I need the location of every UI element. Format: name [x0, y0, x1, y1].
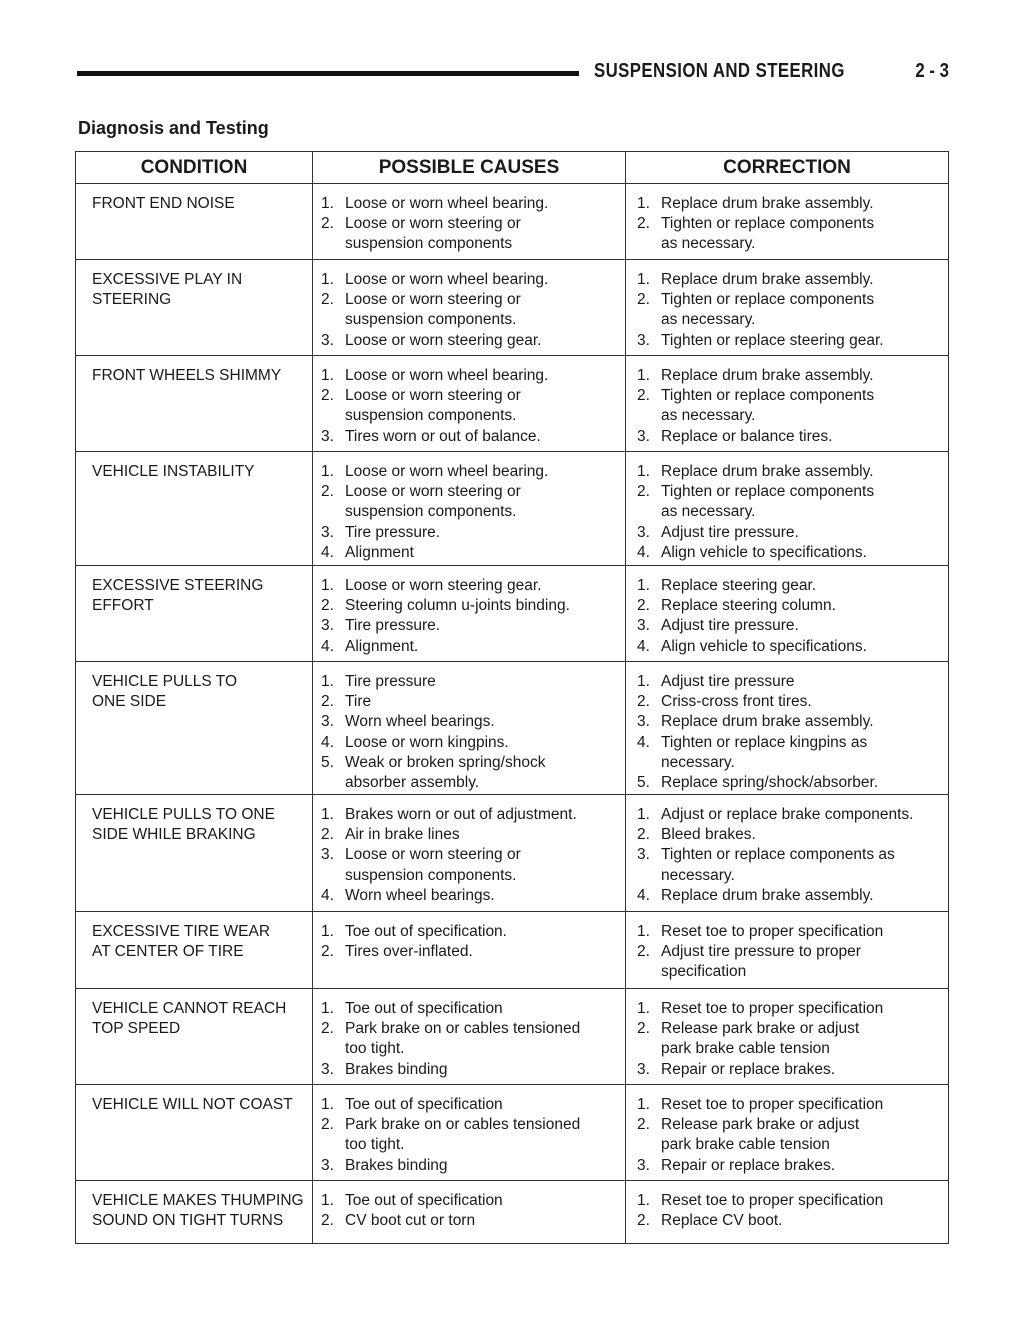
correction-item [637, 922, 948, 942]
item-number: 1. [637, 1096, 650, 1113]
item-number: 2. [637, 597, 650, 615]
cause-item [321, 922, 625, 942]
causes-cell [313, 184, 626, 259]
page-header [77, 60, 949, 90]
causes-cell [313, 795, 626, 911]
cause-item [321, 1115, 625, 1155]
item-number: 1. [321, 923, 334, 940]
item-number: 3. [637, 713, 650, 731]
correction-item [637, 1095, 948, 1115]
condition-cell: EXCESSIVE STEERING EFFORT [76, 566, 313, 661]
condition-cell: EXCESSIVE TIRE WEAR AT CENTER OF TIRE [76, 912, 313, 988]
item-number: 3. [321, 331, 334, 349]
table-row [76, 1181, 948, 1243]
cause-item [321, 999, 625, 1019]
item-text: Loose or worn wheel bearing. [345, 271, 549, 288]
item-text: Replace CV boot. [661, 1212, 783, 1230]
item-text: Park brake on or cables tensioned too tight. [345, 1020, 581, 1058]
table-body [76, 184, 948, 1243]
item-text: Reset toe to proper specification [661, 1192, 884, 1209]
item-number: 2. [321, 387, 334, 405]
correction-item [637, 1156, 948, 1176]
item-number: 3. [637, 1060, 650, 1078]
item-text: Replace drum brake assembly. [661, 367, 874, 384]
correction-item [637, 1191, 948, 1211]
item-text: Align vehicle to specifications. [661, 543, 867, 561]
item-text: Align vehicle to specifications. [661, 637, 867, 655]
item-number: 2. [321, 483, 334, 501]
item-number: 2. [321, 597, 334, 615]
correction-item [637, 331, 948, 351]
header-rule [77, 71, 579, 76]
correction-item [637, 672, 948, 692]
item-number: 2. [321, 291, 334, 309]
item-number: 1. [321, 1192, 334, 1209]
item-text: Loose or worn steering gear. [345, 577, 542, 594]
correction-item [637, 523, 948, 543]
item-number: 3. [637, 617, 650, 635]
item-number: 2. [637, 483, 650, 501]
cause-item [321, 290, 625, 330]
correction-item [637, 214, 948, 254]
item-number: 4. [321, 543, 334, 561]
item-text: Loose or worn wheel bearing. [345, 463, 549, 480]
item-text: Replace drum brake assembly. [661, 713, 874, 731]
item-number: 1. [637, 271, 650, 288]
cause-item [321, 523, 625, 543]
item-text: Loose or worn steering or suspension components. [345, 846, 521, 884]
correction-item [637, 637, 948, 657]
cause-item [321, 637, 625, 657]
correction-item [637, 712, 948, 732]
cause-item [321, 825, 625, 845]
item-number: 2. [321, 693, 334, 711]
item-number: 2. [637, 943, 650, 961]
column-header-condition: CONDITION [76, 152, 313, 183]
item-number: 4. [321, 886, 334, 904]
table-row [76, 356, 948, 452]
item-number: 3. [321, 1156, 334, 1174]
item-text: Toe out of specification [345, 1096, 503, 1113]
item-number: 1. [321, 1000, 334, 1017]
corrections-cell [626, 795, 948, 911]
correction-item [637, 462, 948, 482]
item-number: 3. [637, 1156, 650, 1174]
item-text: Park brake on or cables tensioned too tight. [345, 1116, 581, 1154]
item-text: Replace drum brake assembly. [661, 886, 874, 904]
item-text: Reset toe to proper specification [661, 923, 884, 940]
item-text: Toe out of specification [345, 1192, 503, 1209]
causes-cell [313, 356, 626, 451]
cause-item [321, 596, 625, 616]
item-number: 1. [321, 577, 334, 594]
cause-item [321, 576, 625, 596]
item-number: 1. [637, 463, 650, 480]
cause-item [321, 1060, 625, 1080]
item-number: 3. [321, 617, 334, 635]
item-text: Replace or balance tires. [661, 427, 833, 445]
item-text: Loose or worn wheel bearing. [345, 367, 549, 384]
condition-cell: VEHICLE PULLS TO ONE SIDE WHILE BRAKING [76, 795, 313, 911]
item-text: Bleed brakes. [661, 826, 756, 844]
correction-item [637, 1115, 948, 1155]
item-number: 1. [321, 806, 334, 823]
item-number: 2. [637, 1020, 650, 1038]
item-number: 1. [637, 673, 650, 690]
item-number: 2. [637, 1212, 650, 1230]
cause-item [321, 214, 625, 254]
item-number: 1. [637, 923, 650, 940]
item-number: 3. [321, 427, 334, 445]
cause-item [321, 712, 625, 732]
item-text: Reset toe to proper specification [661, 1000, 884, 1017]
cause-item [321, 366, 625, 386]
item-number: 2. [321, 943, 334, 961]
item-number: 3. [637, 427, 650, 445]
item-number: 1. [637, 1192, 650, 1209]
cause-item [321, 1211, 625, 1231]
table-row [76, 912, 948, 989]
corrections-cell [626, 184, 948, 259]
corrections-cell [626, 356, 948, 451]
item-text: Tire pressure [345, 673, 436, 690]
cause-item [321, 194, 625, 214]
correction-item [637, 999, 948, 1019]
item-text: Steering column u-joints binding. [345, 597, 570, 615]
condition-cell: VEHICLE PULLS TO ONE SIDE [76, 662, 313, 794]
corrections-cell [626, 662, 948, 794]
cause-item [321, 845, 625, 885]
causes-cell [313, 452, 626, 565]
item-number: 1. [637, 195, 650, 212]
table-row [76, 989, 948, 1085]
item-text: Tighten or replace components as necessary. [661, 846, 895, 884]
item-text: Adjust tire pressure. [661, 523, 799, 541]
item-text: Reset toe to proper specification [661, 1096, 884, 1113]
item-text: Weak or broken spring/shock absorber assembly. [345, 753, 546, 792]
item-text: Loose or worn wheel bearing. [345, 195, 549, 212]
item-number: 4. [637, 637, 650, 655]
correction-item [637, 845, 948, 885]
item-text: Alignment. [345, 637, 419, 655]
item-text: Loose or worn steering or suspension components. [345, 291, 521, 329]
item-text: Tighten or replace components as necessary. [661, 483, 875, 521]
item-number: 5. [637, 774, 650, 792]
item-text: Adjust tire pressure. [661, 617, 799, 635]
item-number: 3. [321, 1060, 334, 1078]
column-header-causes: POSSIBLE CAUSES [313, 152, 626, 183]
item-number: 4. [637, 543, 650, 561]
cause-item [321, 886, 625, 906]
correction-item [637, 270, 948, 290]
column-header-correction: CORRECTION [723, 156, 851, 178]
item-number: 2. [321, 215, 334, 233]
correction-item [637, 290, 948, 330]
item-text: Tighten or replace components as necessary. [661, 387, 875, 425]
item-text: Toe out of specification. [345, 923, 507, 940]
correction-item [637, 596, 948, 616]
item-number: 1. [637, 1000, 650, 1017]
condition-cell: FRONT WHEELS SHIMMY [76, 356, 313, 451]
item-number: 1. [321, 673, 334, 690]
condition-cell: EXCESSIVE PLAY IN STEERING [76, 260, 313, 355]
correction-item [637, 366, 948, 386]
item-text: Adjust or replace brake components. [661, 806, 914, 823]
cause-item [321, 1095, 625, 1115]
item-number: 1. [321, 367, 334, 384]
item-number: 4. [637, 733, 650, 751]
cause-item [321, 733, 625, 753]
item-number: 3. [637, 331, 650, 349]
correction-item [637, 692, 948, 712]
corrections-cell [626, 1085, 948, 1180]
correction-item [637, 616, 948, 636]
correction-item [637, 773, 948, 793]
cause-item [321, 386, 625, 426]
item-text: Criss-cross front tires. [661, 693, 812, 711]
item-number: 5. [321, 753, 334, 771]
item-text: Tighten or replace steering gear. [661, 331, 884, 349]
cause-item [321, 1191, 625, 1211]
item-text: Replace steering column. [661, 597, 836, 615]
item-number: 1. [637, 367, 650, 384]
cause-item [321, 672, 625, 692]
causes-cell [313, 1085, 626, 1180]
cause-item [321, 270, 625, 290]
item-text: Tighten or replace components as necessary. [661, 291, 875, 329]
item-text: Repair or replace brakes. [661, 1156, 836, 1174]
correction-item [637, 942, 948, 982]
table-row [76, 566, 948, 662]
item-number: 1. [321, 195, 334, 212]
item-text: Tires over-inflated. [345, 943, 473, 961]
cause-item [321, 543, 625, 563]
correction-item [637, 1019, 948, 1059]
item-text: Tire [345, 693, 372, 711]
item-number: 3. [637, 846, 650, 864]
cause-item [321, 1019, 625, 1059]
item-number: 1. [637, 577, 650, 594]
cause-item [321, 753, 625, 793]
item-number: 3. [637, 523, 650, 541]
correction-item [637, 576, 948, 596]
correction-item [637, 427, 948, 447]
correction-item [637, 733, 948, 773]
table-row [76, 1085, 948, 1181]
condition-cell: VEHICLE MAKES THUMPING SOUND ON TIGHT TURNS [76, 1181, 313, 1243]
item-number: 2. [637, 387, 650, 405]
item-number: 1. [321, 1096, 334, 1113]
causes-cell [313, 566, 626, 661]
item-text: Worn wheel bearings. [345, 713, 495, 731]
correction-item [637, 386, 948, 426]
item-text: Brakes binding [345, 1060, 448, 1078]
causes-cell [313, 912, 626, 988]
item-text: Adjust tire pressure to proper specification [661, 943, 861, 981]
corrections-cell [626, 989, 948, 1084]
chapter-title: SUSPENSION AND STEERING [594, 60, 845, 82]
item-text: Tire pressure. [345, 617, 441, 635]
item-number: 1. [321, 271, 334, 288]
item-text: Replace drum brake assembly. [661, 463, 874, 480]
item-number: 2. [321, 1020, 334, 1038]
section-title: Diagnosis and Testing [78, 118, 269, 138]
item-text: Release park brake or adjust park brake cable tension [661, 1020, 860, 1058]
item-text: Tighten or replace components as necessary. [661, 215, 875, 253]
item-number: 2. [321, 826, 334, 844]
table-row [76, 662, 948, 795]
item-number: 2. [321, 1116, 334, 1134]
item-number: 4. [637, 886, 650, 904]
item-text: Adjust tire pressure [661, 673, 795, 690]
item-text: Loose or worn kingpins. [345, 733, 509, 751]
item-text: Loose or worn steering or suspension components [345, 215, 521, 253]
item-number: 2. [637, 215, 650, 233]
item-text: Brakes binding [345, 1156, 448, 1174]
item-number: 2. [637, 693, 650, 711]
causes-cell [313, 662, 626, 794]
correction-item [637, 1211, 948, 1231]
corrections-cell [626, 452, 948, 565]
item-text: Tire pressure. [345, 523, 441, 541]
corrections-cell [626, 912, 948, 988]
cause-item [321, 805, 625, 825]
item-text: Tighten or replace kingpins as necessary. [661, 733, 868, 771]
item-text: Replace drum brake assembly. [661, 271, 874, 288]
condition-cell: VEHICLE WILL NOT COAST [76, 1085, 313, 1180]
item-number: 4. [321, 637, 334, 655]
item-number: 4. [321, 733, 334, 751]
item-text: Replace spring/shock/absorber. [661, 774, 879, 792]
item-number: 3. [321, 523, 334, 541]
item-text: Release park brake or adjust park brake cable tension [661, 1116, 860, 1154]
correction-item [637, 805, 948, 825]
item-number: 3. [321, 846, 334, 864]
item-number: 2. [637, 1116, 650, 1134]
corrections-cell [626, 260, 948, 355]
correction-item [637, 482, 948, 522]
item-text: Loose or worn steering or suspension components. [345, 387, 521, 425]
correction-item [637, 886, 948, 906]
item-text: Tires worn or out of balance. [345, 427, 541, 445]
table-row [76, 452, 948, 566]
cause-item [321, 427, 625, 447]
diagnosis-table [75, 151, 949, 1244]
cause-item [321, 616, 625, 636]
item-number: 3. [321, 713, 334, 731]
correction-item [637, 1060, 948, 1080]
correction-item [637, 194, 948, 214]
correction-item [637, 543, 948, 563]
item-text: Brakes worn or out of adjustment. [345, 806, 577, 823]
table-row [76, 260, 948, 356]
page-number: 2 - 3 [915, 60, 949, 82]
condition-cell: FRONT END NOISE [76, 184, 313, 259]
cause-item [321, 482, 625, 522]
causes-cell [313, 260, 626, 355]
item-text: Air in brake lines [345, 826, 460, 844]
item-text: Replace drum brake assembly. [661, 195, 874, 212]
item-text: Toe out of specification [345, 1000, 503, 1017]
table-row [76, 795, 948, 912]
causes-cell [313, 989, 626, 1084]
table-header [76, 152, 948, 184]
cause-item [321, 692, 625, 712]
item-number: 2. [321, 1212, 334, 1230]
table-row [76, 184, 948, 260]
item-number: 1. [321, 463, 334, 480]
item-number: 2. [637, 291, 650, 309]
cause-item [321, 1156, 625, 1176]
item-text: Loose or worn steering gear. [345, 331, 542, 349]
item-text: Alignment [345, 543, 414, 561]
corrections-cell [626, 1181, 948, 1243]
cause-item [321, 942, 625, 962]
item-text: Worn wheel bearings. [345, 886, 495, 904]
item-text: CV boot cut or torn [345, 1212, 476, 1230]
condition-cell: VEHICLE INSTABILITY [76, 452, 313, 565]
cause-item [321, 462, 625, 482]
item-number: 2. [637, 826, 650, 844]
correction-item [637, 825, 948, 845]
item-number: 1. [637, 806, 650, 823]
corrections-cell [626, 566, 948, 661]
condition-cell: VEHICLE CANNOT REACH TOP SPEED [76, 989, 313, 1084]
item-text: Repair or replace brakes. [661, 1060, 836, 1078]
causes-cell [313, 1181, 626, 1243]
cause-item [321, 331, 625, 351]
item-text: Loose or worn steering or suspension components. [345, 483, 521, 521]
item-text: Replace steering gear. [661, 577, 817, 594]
